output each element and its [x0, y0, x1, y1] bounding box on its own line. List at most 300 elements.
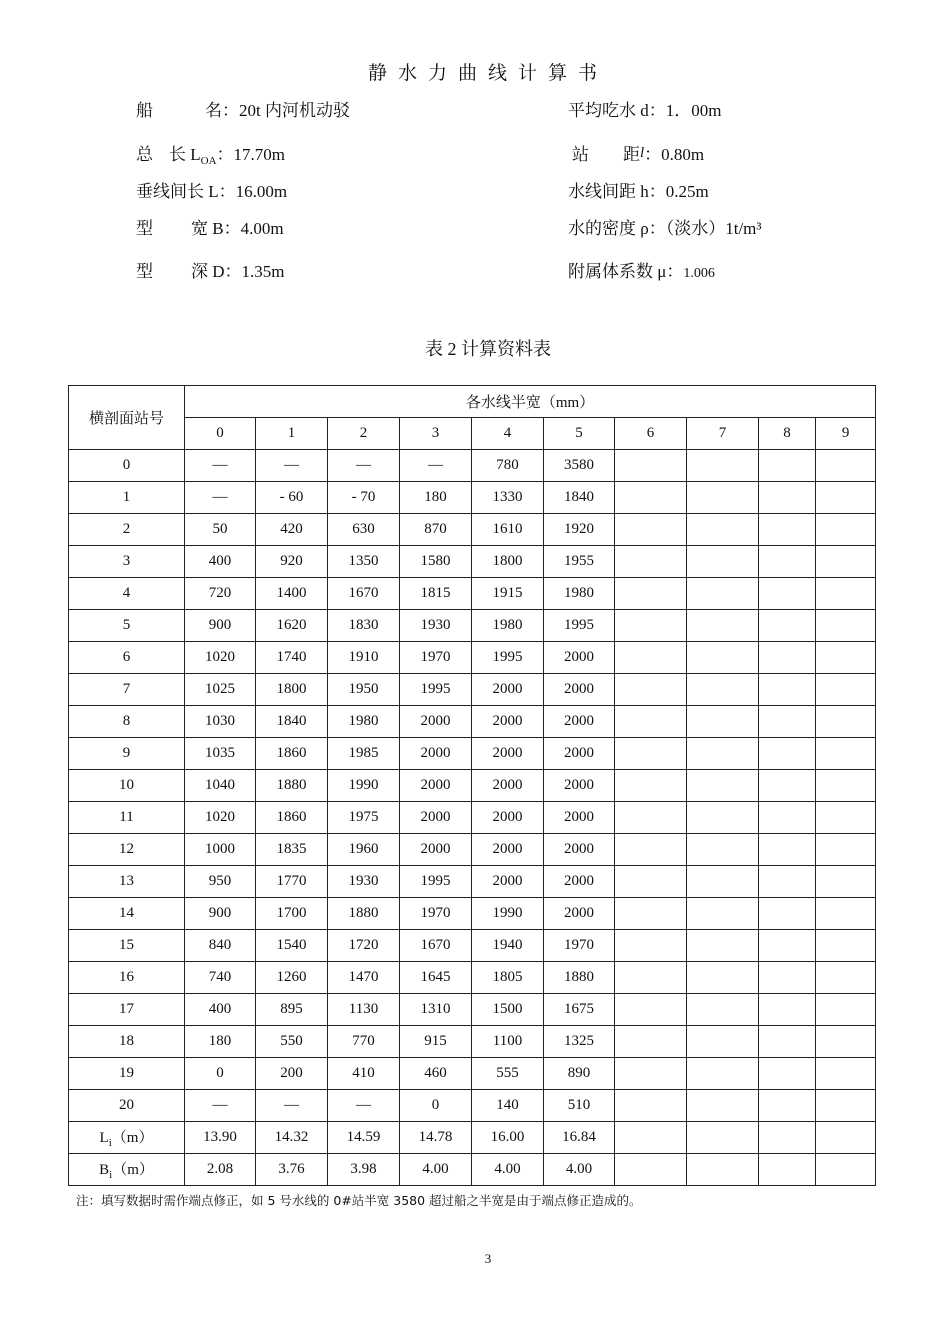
table-row — [69, 1026, 876, 1058]
document-title: 静水力曲线计算书 — [367, 63, 608, 84]
table-row — [69, 738, 876, 770]
half-breadth-cell: 1970 — [400, 642, 472, 674]
half-breadth-cell — [615, 802, 687, 834]
half-breadth-cell — [687, 834, 759, 866]
half-breadth-cell — [615, 834, 687, 866]
half-breadth-cell — [759, 994, 816, 1026]
half-breadth-cell: 2000 — [400, 770, 472, 802]
half-breadth-cell: 1955 — [544, 546, 615, 578]
appendage-value: 1.006 — [683, 266, 715, 281]
page-number: 3 — [484, 1251, 492, 1266]
column-header-4: 4 — [472, 418, 544, 450]
moulded-depth — [136, 257, 285, 282]
half-breadth-cell — [816, 866, 876, 898]
loa-value: ：17.70m — [216, 145, 286, 164]
station-cell: 5 — [69, 610, 185, 642]
half-breadth-cell: 630 — [328, 514, 400, 546]
half-breadth-cell: 1310 — [400, 994, 472, 1026]
half-breadth-cell: 740 — [185, 962, 256, 994]
summary-subscript: i — [108, 1137, 112, 1149]
summary-value-cell: 3.76 — [256, 1154, 328, 1186]
half-breadth-cell: 550 — [256, 1026, 328, 1058]
half-breadth-cell: 915 — [400, 1026, 472, 1058]
half-breadth-cell: 2000 — [544, 898, 615, 930]
footnote: 注：填写数据时需作端点修正，如 5 号水线的 0#站半宽 3580 超过船之半宽是由于端点修正造成的。 — [76, 1193, 642, 1208]
half-breadth-cell: 780 — [472, 450, 544, 482]
summary-value-cell: 3.98 — [328, 1154, 400, 1186]
station-cell: 8 — [69, 706, 185, 738]
half-breadth-cell — [816, 674, 876, 706]
table-row — [69, 930, 876, 962]
summary-subscript: i — [109, 1169, 113, 1181]
half-breadth-cell: 1020 — [185, 802, 256, 834]
half-breadth-cell — [816, 770, 876, 802]
half-breadth-cell — [615, 450, 687, 482]
depth-value: 1.35m — [241, 262, 285, 281]
group-header: 各水线半宽（mm） — [185, 386, 876, 418]
half-breadth-cell: 555 — [472, 1058, 544, 1090]
station-cell: 3 — [69, 546, 185, 578]
station-cell: 16 — [69, 962, 185, 994]
half-breadth-cell: 140 — [472, 1090, 544, 1122]
half-breadth-cell: 1330 — [472, 482, 544, 514]
table-row — [69, 962, 876, 994]
summary-value-cell: 4.00 — [400, 1154, 472, 1186]
half-breadth-cell: 1880 — [328, 898, 400, 930]
summary-value-cell: 2.08 — [185, 1154, 256, 1186]
half-breadth-cell — [615, 866, 687, 898]
column-header-5: 5 — [544, 418, 615, 450]
half-breadth-cell: 1030 — [185, 706, 256, 738]
half-breadth-cell: 890 — [544, 1058, 615, 1090]
station-cell: 6 — [69, 642, 185, 674]
half-breadth-cell — [816, 706, 876, 738]
summary-value-cell: 16.00 — [472, 1122, 544, 1154]
half-breadth-cell: 0 — [185, 1058, 256, 1090]
half-breadth-cell: 410 — [328, 1058, 400, 1090]
half-breadth-cell: 2000 — [400, 834, 472, 866]
half-breadth-cell: 1950 — [328, 674, 400, 706]
half-breadth-cell — [759, 1026, 816, 1058]
half-breadth-cell: 2000 — [400, 738, 472, 770]
half-breadth-cell — [759, 514, 816, 546]
station-cell: 12 — [69, 834, 185, 866]
half-breadth-cell — [687, 578, 759, 610]
summary-unit: （m） — [111, 1130, 154, 1146]
half-breadth-cell: 200 — [256, 1058, 328, 1090]
half-breadth-cell: 1815 — [400, 578, 472, 610]
half-breadth-cell: 3580 — [544, 450, 615, 482]
half-breadth-cell — [816, 898, 876, 930]
half-breadth-cell — [615, 546, 687, 578]
summary-unit: （m） — [112, 1162, 154, 1178]
appendage-label: 附属体系数 μ： — [568, 262, 684, 281]
table-row — [69, 706, 876, 738]
half-breadth-cell — [759, 898, 816, 930]
station-cell: 20 — [69, 1090, 185, 1122]
half-breadth-cell — [816, 738, 876, 770]
half-breadth-cell: 1025 — [185, 674, 256, 706]
table-row — [69, 546, 876, 578]
station-cell: 10 — [69, 770, 185, 802]
table-row — [69, 770, 876, 802]
half-breadth-cell: 1720 — [328, 930, 400, 962]
half-breadth-cell: 1840 — [544, 482, 615, 514]
half-breadth-cell — [615, 1090, 687, 1122]
half-breadth-cell — [615, 514, 687, 546]
half-breadth-cell: 950 — [185, 866, 256, 898]
half-breadth-cell: 1970 — [544, 930, 615, 962]
half-breadth-cell — [759, 866, 816, 898]
half-breadth-cell — [615, 994, 687, 1026]
half-breadth-cell: 460 — [400, 1058, 472, 1090]
half-breadth-cell: 1675 — [544, 994, 615, 1026]
ship-name — [136, 96, 350, 121]
half-breadth-cell: 420 — [256, 514, 328, 546]
half-breadth-cell — [687, 450, 759, 482]
half-breadth-cell — [687, 482, 759, 514]
table-row — [69, 514, 876, 546]
half-breadth-cell: 1100 — [472, 1026, 544, 1058]
half-breadth-cell: — — [256, 450, 328, 482]
half-breadth-cell: 2000 — [472, 834, 544, 866]
half-breadth-cell — [816, 610, 876, 642]
column-header-7: 7 — [687, 418, 759, 450]
summary-value-cell: 4.00 — [544, 1154, 615, 1186]
table-body — [69, 450, 876, 1186]
table-row — [69, 1090, 876, 1122]
table-row — [69, 610, 876, 642]
half-breadth-cell — [687, 802, 759, 834]
half-breadth-cell — [615, 610, 687, 642]
half-breadth-cell — [759, 642, 816, 674]
half-breadth-cell: 2000 — [544, 802, 615, 834]
lpp-value: 16.00m — [235, 182, 288, 201]
half-breadth-cell: 1930 — [400, 610, 472, 642]
half-breadth-cell: 1990 — [328, 770, 400, 802]
half-breadth-cell — [816, 1058, 876, 1090]
table-row — [69, 898, 876, 930]
half-breadth-cell — [615, 930, 687, 962]
summary-label-cell — [69, 1122, 185, 1154]
half-breadth-cell: 2000 — [544, 642, 615, 674]
half-breadth-cell: 2000 — [472, 770, 544, 802]
half-breadth-cell: 1670 — [400, 930, 472, 962]
half-breadth-cell — [759, 802, 816, 834]
station-spacing-label: 站 距 — [572, 145, 640, 164]
half-breadth-cell — [615, 738, 687, 770]
half-breadth-cell — [615, 706, 687, 738]
half-breadth-cell — [687, 1026, 759, 1058]
half-breadth-cell: 2000 — [544, 866, 615, 898]
station-cell: 1 — [69, 482, 185, 514]
half-breadth-cell: — — [328, 1090, 400, 1122]
table-row — [69, 674, 876, 706]
half-breadth-cell — [816, 802, 876, 834]
density-label: 水的密度 ρ：（淡水） — [568, 219, 726, 238]
half-breadth-cell: — — [185, 482, 256, 514]
length-between-perpendiculars — [136, 177, 287, 202]
half-breadth-cell — [687, 994, 759, 1026]
half-breadth-cell: 1980 — [472, 610, 544, 642]
half-breadth-cell — [615, 1026, 687, 1058]
mean-draft — [568, 96, 721, 121]
half-breadth-cell: 900 — [185, 898, 256, 930]
table-row — [69, 482, 876, 514]
depth-label: 型 深 D： — [136, 262, 242, 281]
column-header-2: 2 — [328, 418, 400, 450]
half-breadth-cell: 720 — [185, 578, 256, 610]
half-breadth-cell — [759, 610, 816, 642]
summary-row — [69, 1154, 876, 1186]
half-breadth-cell — [615, 674, 687, 706]
half-breadth-cell — [687, 546, 759, 578]
half-breadth-cell: 1880 — [256, 770, 328, 802]
column-header-0: 0 — [185, 418, 256, 450]
half-breadth-cell: 1910 — [328, 642, 400, 674]
half-breadth-cell: 1840 — [256, 706, 328, 738]
station-cell: 7 — [69, 674, 185, 706]
half-breadth-cell — [687, 706, 759, 738]
half-breadth-cell: 1770 — [256, 866, 328, 898]
half-breadth-cell: 2000 — [472, 706, 544, 738]
half-breadth-cell — [687, 738, 759, 770]
table-row — [69, 1058, 876, 1090]
half-breadth-cell: 180 — [185, 1026, 256, 1058]
half-breadth-cell — [759, 738, 816, 770]
summary-value-cell — [687, 1154, 759, 1186]
half-breadth-cell: 2000 — [472, 674, 544, 706]
summary-symbol: L — [99, 1130, 109, 1146]
half-breadth-cell: 2000 — [472, 802, 544, 834]
half-breadth-cell: 1035 — [185, 738, 256, 770]
column-header-8: 8 — [759, 418, 816, 450]
half-breadth-cell: 1500 — [472, 994, 544, 1026]
summary-label-cell — [69, 1154, 185, 1186]
half-breadth-cell — [759, 450, 816, 482]
half-breadth-cell: 1020 — [185, 642, 256, 674]
summary-value-cell: 14.59 — [328, 1122, 400, 1154]
summary-row — [69, 1122, 876, 1154]
half-breadth-cell: 1260 — [256, 962, 328, 994]
ship-name-label: 船 名： — [136, 101, 239, 120]
half-breadth-cell: 1975 — [328, 802, 400, 834]
half-breadth-cell — [687, 866, 759, 898]
half-breadth-cell — [816, 1026, 876, 1058]
half-breadth-cell: 1995 — [472, 642, 544, 674]
half-breadth-cell — [816, 1090, 876, 1122]
half-breadth-cell: 1800 — [256, 674, 328, 706]
half-breadth-cell: 1970 — [400, 898, 472, 930]
half-breadth-cell: 1835 — [256, 834, 328, 866]
half-breadth-cell: 1880 — [544, 962, 615, 994]
half-breadth-cell: 1325 — [544, 1026, 615, 1058]
table-caption: 表 2 计算资料表 — [425, 339, 551, 359]
station-spacing — [572, 140, 704, 165]
half-breadth-cell: — — [400, 450, 472, 482]
half-breadth-cell: 1985 — [328, 738, 400, 770]
half-breadth-cell: 2000 — [472, 866, 544, 898]
summary-value-cell: 4.00 — [472, 1154, 544, 1186]
half-breadth-cell: 1860 — [256, 802, 328, 834]
half-breadth-cell — [615, 1058, 687, 1090]
half-breadth-cell: 2000 — [544, 770, 615, 802]
half-breadth-cell — [615, 770, 687, 802]
half-breadth-cell: 1805 — [472, 962, 544, 994]
half-breadth-cell: 2000 — [472, 738, 544, 770]
table-row — [69, 802, 876, 834]
half-breadth-cell — [615, 482, 687, 514]
half-breadth-cell: 1920 — [544, 514, 615, 546]
half-breadth-cell — [759, 1058, 816, 1090]
moulded-breadth — [136, 214, 284, 239]
summary-value-cell — [816, 1154, 876, 1186]
half-breadth-cell — [816, 482, 876, 514]
half-breadth-cell: 1800 — [472, 546, 544, 578]
column-header-9: 9 — [816, 418, 876, 450]
breadth-value: 4.00m — [240, 219, 284, 238]
half-breadth-cell: 1540 — [256, 930, 328, 962]
summary-value-cell: 13.90 — [185, 1122, 256, 1154]
summary-value-cell — [615, 1122, 687, 1154]
station-spacing-value: ：0.80m — [644, 145, 705, 164]
half-breadth-cell: 1980 — [328, 706, 400, 738]
half-breadth-cell: — — [185, 1090, 256, 1122]
half-breadth-cell — [687, 642, 759, 674]
half-breadth-cell: 1990 — [472, 898, 544, 930]
half-breadth-cell: 840 — [185, 930, 256, 962]
appendage-coefficient — [568, 257, 715, 282]
station-cell: 18 — [69, 1026, 185, 1058]
ship-name-value: 20t 内河机动驳 — [239, 101, 350, 120]
summary-value-cell — [615, 1154, 687, 1186]
half-breadth-cell: 900 — [185, 610, 256, 642]
wl-spacing-value: 0.25m — [665, 182, 709, 201]
half-breadth-cell: 1860 — [256, 738, 328, 770]
summary-value-cell: 14.78 — [400, 1122, 472, 1154]
half-breadth-cell — [687, 770, 759, 802]
half-breadth-cell: 1620 — [256, 610, 328, 642]
half-breadth-cell — [816, 962, 876, 994]
half-breadth-cell: 0 — [400, 1090, 472, 1122]
half-breadth-cell — [759, 674, 816, 706]
table-row — [69, 994, 876, 1026]
mean-draft-value: 1．00m — [665, 101, 722, 120]
half-breadth-cell — [816, 994, 876, 1026]
half-breadth-cell: 895 — [256, 994, 328, 1026]
half-breadth-cell: 2000 — [400, 706, 472, 738]
lpp-label: 垂线间长 L： — [136, 182, 236, 201]
half-breadth-cell: 1670 — [328, 578, 400, 610]
station-cell: 17 — [69, 994, 185, 1026]
station-cell: 15 — [69, 930, 185, 962]
summary-value-cell — [759, 1154, 816, 1186]
summary-value-cell — [687, 1122, 759, 1154]
half-breadth-cell: 1980 — [544, 578, 615, 610]
half-breadth-cell: 50 — [185, 514, 256, 546]
half-breadth-cell — [816, 834, 876, 866]
half-breadth-cell — [687, 1058, 759, 1090]
station-cell: 14 — [69, 898, 185, 930]
station-cell: 11 — [69, 802, 185, 834]
half-breadth-cell — [759, 770, 816, 802]
half-breadth-cell: — — [185, 450, 256, 482]
half-breadth-cell: 1580 — [400, 546, 472, 578]
half-breadth-cell: 1700 — [256, 898, 328, 930]
station-cell: 9 — [69, 738, 185, 770]
half-breadth-cell: 1350 — [328, 546, 400, 578]
half-breadth-cell: 510 — [544, 1090, 615, 1122]
table-row — [69, 866, 876, 898]
half-breadth-cell: 1995 — [400, 674, 472, 706]
half-breadth-cell — [759, 930, 816, 962]
half-breadth-cell: 1130 — [328, 994, 400, 1026]
half-breadth-cell: 2000 — [544, 834, 615, 866]
half-breadth-cell — [759, 706, 816, 738]
half-breadth-cell — [816, 930, 876, 962]
half-breadth-cell: 920 — [256, 546, 328, 578]
half-breadth-cell: 1930 — [328, 866, 400, 898]
half-breadth-cell: 1915 — [472, 578, 544, 610]
half-breadth-cell — [687, 962, 759, 994]
half-breadth-cell — [687, 610, 759, 642]
half-breadth-cell — [759, 962, 816, 994]
half-breadth-cell: 870 — [400, 514, 472, 546]
half-breadth-cell — [816, 514, 876, 546]
corner-header: 横剖面站号 — [69, 386, 185, 450]
half-breadth-cell — [687, 930, 759, 962]
summary-value-cell — [816, 1122, 876, 1154]
half-breadth-cell — [615, 962, 687, 994]
half-breadth-cell — [816, 450, 876, 482]
column-header-1: 1 — [256, 418, 328, 450]
loa-subscript: OA — [200, 155, 217, 167]
half-breadth-cell: 1740 — [256, 642, 328, 674]
table-row — [69, 642, 876, 674]
half-breadth-cell: 1400 — [256, 578, 328, 610]
summary-value-cell — [759, 1122, 816, 1154]
column-header-3: 3 — [400, 418, 472, 450]
summary-value-cell: 14.32 — [256, 1122, 328, 1154]
table-row — [69, 578, 876, 610]
half-breadth-cell — [615, 642, 687, 674]
wl-spacing-label: 水线间距 h： — [568, 182, 666, 201]
half-breadth-cell: — — [328, 450, 400, 482]
station-cell: 2 — [69, 514, 185, 546]
half-breadth-cell — [615, 578, 687, 610]
summary-value-cell: 16.84 — [544, 1122, 615, 1154]
half-breadth-cell — [615, 898, 687, 930]
half-breadth-cell — [759, 834, 816, 866]
half-breadth-cell: 1610 — [472, 514, 544, 546]
half-breadth-cell: 180 — [400, 482, 472, 514]
half-breadth-cell: 2000 — [400, 802, 472, 834]
half-breadth-cell: 1940 — [472, 930, 544, 962]
loa-label: 总 长 $L_{OA}$ — [136, 145, 217, 167]
half-breadth-cell: 1040 — [185, 770, 256, 802]
half-breadth-cell: - 60 — [256, 482, 328, 514]
station-cell: 0 — [69, 450, 185, 482]
half-breadth-cell: - 70 — [328, 482, 400, 514]
half-breadth-cell: 1000 — [185, 834, 256, 866]
half-breadth-cell: 2000 — [544, 706, 615, 738]
half-breadth-cell — [687, 674, 759, 706]
half-breadth-cell: 1995 — [544, 610, 615, 642]
half-breadth-cell — [687, 1090, 759, 1122]
half-breadth-cell — [687, 514, 759, 546]
half-breadth-cell: 1470 — [328, 962, 400, 994]
half-breadth-cell: 1645 — [400, 962, 472, 994]
